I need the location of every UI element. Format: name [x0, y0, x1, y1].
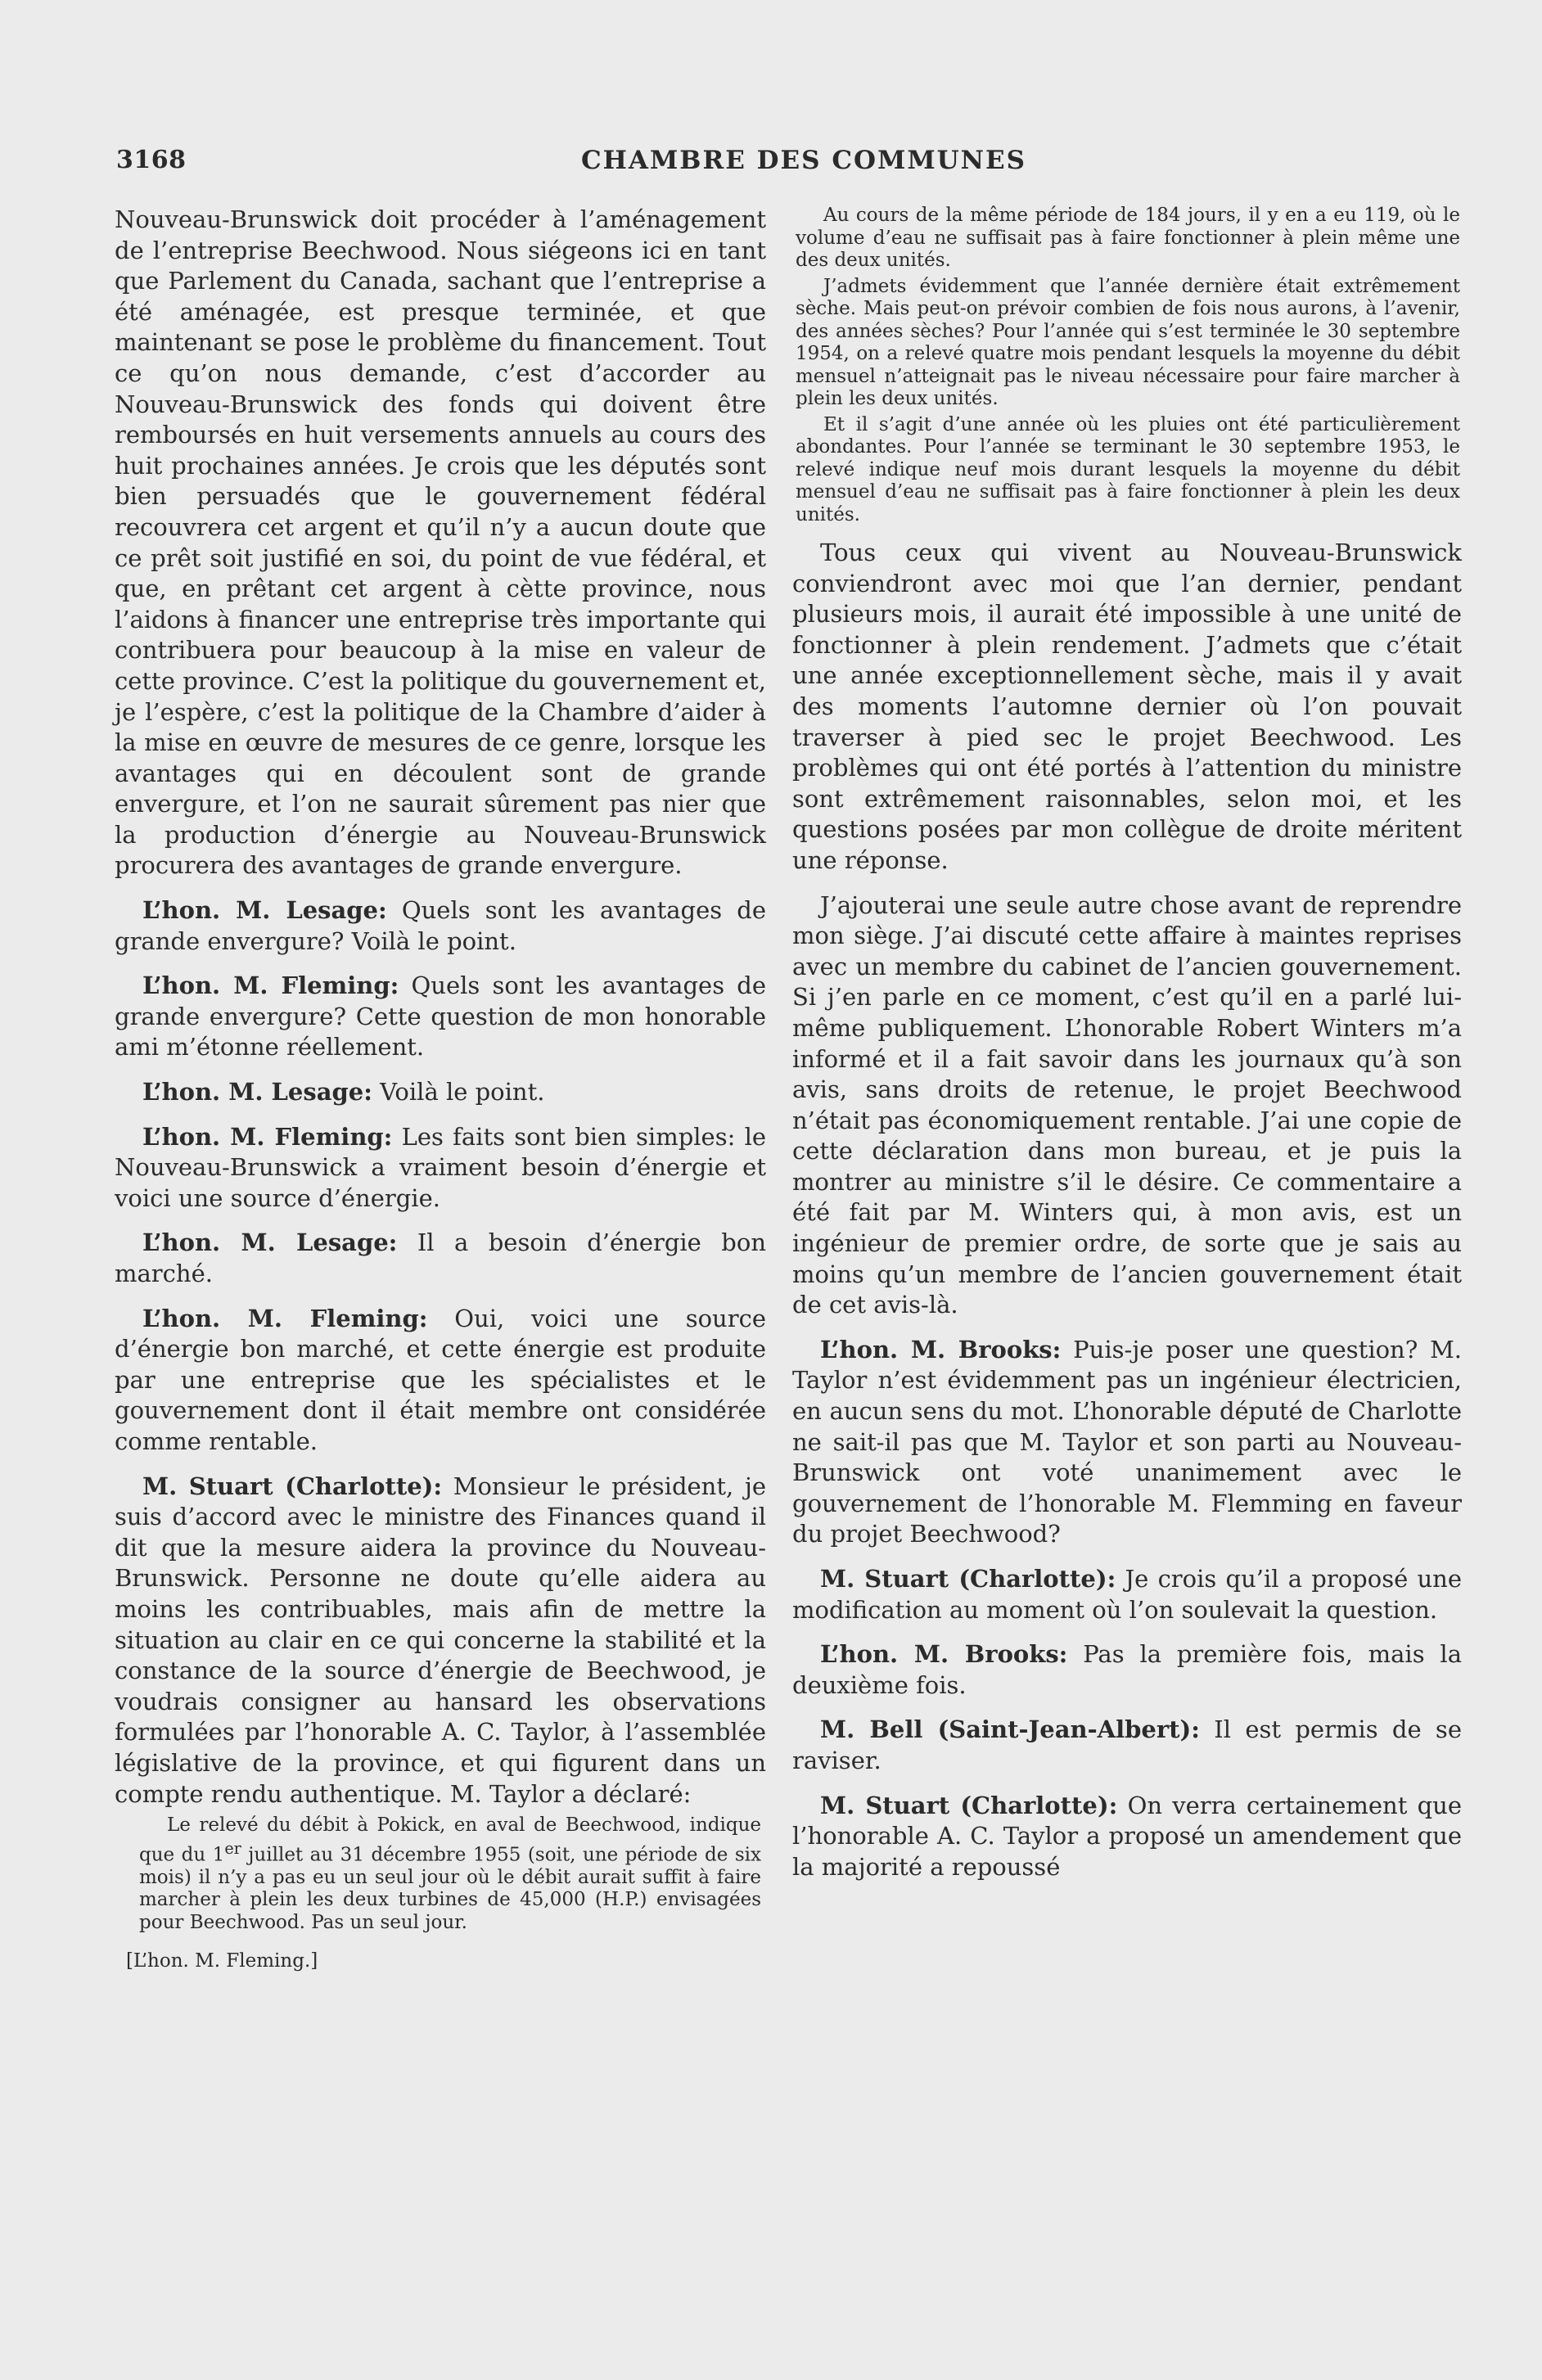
speech-text: Les faits sont bien simples: le Nouveau-Brunswick a vraiment besoin d’énergie et voici une source d’énergie.: [115, 1122, 767, 1212]
speech: [115, 895, 766, 957]
speech: [115, 1122, 766, 1215]
speaker-name: L’hon. M. Lesage:: [142, 1228, 398, 1257]
block-quote: Au cours de la même période de 184 jours, il y en a eu 119, où le volume d’eau ne suffisait pas à faire fonctionner à plein même une des deux unités.: [796, 205, 1460, 271]
speech: [115, 1077, 766, 1108]
speaker-name: L’hon. M. Brooks:: [820, 1335, 1062, 1364]
block-quote: J’admets évidemment que l’année dernière était extrêmement sèche. Mais peut-on prévoir combien de fois nous aurons, à l’avenir, des années sèches? Pour l’année qui s’est terminée le 30 septembre 1954, on a relevé quatre mois pendant lesquels la moyenne du débit mensuel n’atteignait pas le niveau nécessaire pour faire marcher à plein les deux unités.: [796, 275, 1460, 409]
speaker-name: L’hon. M. Lesage:: [142, 1078, 372, 1107]
speech-text: Oui, voici une source d’énergie bon marché, et cette énergie est produite par une entreprise que les spécialistes et le gouvernement dont il était membre ont considérée comme rentable.: [115, 1304, 766, 1455]
continuation-paragraph: Nouveau-Brunswick doit procéder à l’aménagement de l’entreprise Beechwood. Nous siégeons ici en tant que Parlement du Canada, sachant que l’entreprise a été aménagée, est presque terminée, et que maintenant se pose le problème du financement. Tout ce qu’on nous demande, c’est d’accorder au Nouveau-Brunswick des fonds qui doivent être remboursés en huit versements annuels au cours des huit prochaines années. Je crois que les députés sont bien persuadés que le gouvernement fédéral recouvrera cet argent et qu’il n’y a aucun doute que ce prêt soit justifié en soi, du point de vue fédéral, et que, en prêtant cet argent à cètte province, nous l’aidons à financer une entreprise très importante qui contribuera pour beaucoup à la mise en valeur de cette province. C’est la politique du gouvernement et, je l’espère, c’est la politique de la Chambre d’aider à la mise en œuvre de mesures de ce genre, lorsque les avantages qui en découlent sont de grande envergure, et l’on ne saurait sûrement pas nier que la production d’énergie au Nouveau-Brunswick procurera des avantages de grande envergure.: [115, 205, 766, 880]
body-paragraph: Tous ceux qui vivent au Nouveau-Brunswick conviendront avec moi que l’an dernier, pendant plusieurs mois, il aurait été impossible à une unité de fonctionner à plein rendement. J’admets que c’était une année exceptionnellement sèche, mais il y avait des moments l’automne dernier où l’on pouvait traverser à pied sec le projet Beechwood. Les problèmes qui ont été portés à l’attention du ministre sont extrêmement raisonnables, selon moi, et les questions posées par mon collègue de droite méritent une réponse.: [792, 539, 1462, 874]
quote-text: Le relevé du débit à Pokick, en aval de Beechwood, indique que du 1: [139, 1814, 761, 1866]
speech: [792, 1791, 1462, 1883]
speech: [792, 1639, 1462, 1701]
footer-note: [L’hon. M. Fleming.]: [126, 1950, 318, 1972]
speech-text: Je crois qu’il a proposé une modification au moment où l’on soulevait la question.: [792, 1565, 1463, 1624]
running-head: CHAMBRE DES COMMUNES: [580, 146, 1027, 175]
speech-text: On verra certainement que l’honorable A. C. Taylor a proposé un amendement que la majorité a repoussé: [792, 1791, 1463, 1881]
speech: [115, 1472, 766, 1810]
quote-text: juillet au 31 décembre 1955 (soit, une période de six mois) il n’y a pas eu un seul jour où le débit aurait suffit à faire marcher à plein les deux turbines de 45,000 (H.P.) envisagées pour Beechwood. Pas un seul jour.: [139, 1844, 761, 1933]
block-quote: [115, 1814, 766, 1934]
speaker-name: L’hon. M. Fleming:: [142, 1122, 393, 1151]
left-column: [115, 205, 766, 1972]
page-number: 3168: [116, 146, 187, 174]
speech-text: Pas la première fois, mais la deuxième fois.: [792, 1640, 1462, 1699]
speech-text: Quels sont les avantages de grande envergure? Cette question de mon honorable ami m’étonne réellement.: [115, 971, 767, 1062]
speaker-name: L’hon. M. Lesage:: [142, 896, 387, 925]
speech: [792, 1564, 1462, 1625]
speech: [115, 1228, 766, 1289]
speech: [792, 1715, 1462, 1776]
speech-text: Il est permis de se raviser.: [792, 1715, 1462, 1774]
speech-text: Monsieur le président, je suis d’accord avec le ministre des Finances quand il dit que la mesure aidera la province du Nouveau-Brunswick. Personne ne doute qu’elle aidera au moins les contribuables, mais afin de mettre la situation au clair en ce qui concerne la stabilité et la constance de la source d’énergie de Beechwood, je voudrais consigner au hansard les observations formulées par l’honorable A. C. Taylor, à l’assemblée législative de la province, et qui figurent dans un compte rendu authentique. M. Taylor a déclaré:: [115, 1472, 767, 1808]
speech: [115, 1304, 766, 1458]
speech-text: Voilà le point.: [380, 1078, 545, 1107]
speaker-name: L’hon. M. Fleming:: [142, 1304, 428, 1332]
page-header: [116, 146, 1426, 182]
speaker-name: M. Bell (Saint-Jean-Albert):: [820, 1715, 1200, 1744]
right-column: [792, 205, 1462, 1882]
body-paragraph: J’ajouterai une seule autre chose avant de reprendre mon siège. J’ai discuté cette affaire à maintes reprises avec un membre du cabinet de l’ancien gouvernement. Si j’en parle en ce moment, c’est qu’il en a parlé lui-même publiquement. L’honorable Robert Winters m’a informé et il a fait savoir dans les journaux qu’à son avis, sans droits de retenue, le projet Beechwood n’était pas économiquement rentable. J’ai une copie de cette déclaration dans mon bureau, et je puis la montrer au ministre s’il le désire. Ce commentaire a été fait par M. Winters qui, à mon avis, est un ingénieur de premier ordre, de sorte que je sais au moins qu’un membre de l’ancien gouvernement était de cet avis-là.: [792, 890, 1462, 1319]
speaker-name: M. Stuart (Charlotte):: [820, 1565, 1116, 1593]
speech: [792, 1335, 1462, 1550]
speech-text: Il a besoin d’énergie bon marché.: [115, 1228, 766, 1287]
speaker-name: M. Stuart (Charlotte):: [820, 1791, 1118, 1819]
ordinal-superscript: er: [224, 1838, 241, 1858]
speech-text: Quels sont les avantages de grande envergure? Voilà le point.: [115, 896, 766, 955]
speech: [115, 971, 766, 1063]
speech-text: Puis-je poser une question? M. Taylor n’est évidemment pas un ingénieur électricien, en aucun sens du mot. L’honorable député de Charlotte ne sait-il pas que M. Taylor et son parti au Nouveau-Brunswick ont voté unanimement avec le gouvernement de l’honorable M. Flemming en faveur du projet Beechwood?: [792, 1335, 1463, 1548]
block-quote: Et il s’agit d’une année où les pluies ont été particulièrement abondantes. Pour l’année se terminant le 30 septembre 1953, le relevé indique neuf mois durant lesquels la moyenne du débit mensuel d’eau ne suffisait pas à faire fonctionner à plein les deux unités.: [796, 413, 1460, 525]
speaker-name: L’hon. M. Brooks:: [820, 1640, 1068, 1669]
speaker-name: L’hon. M. Fleming:: [142, 971, 399, 1000]
speaker-name: M. Stuart (Charlotte):: [142, 1472, 443, 1500]
